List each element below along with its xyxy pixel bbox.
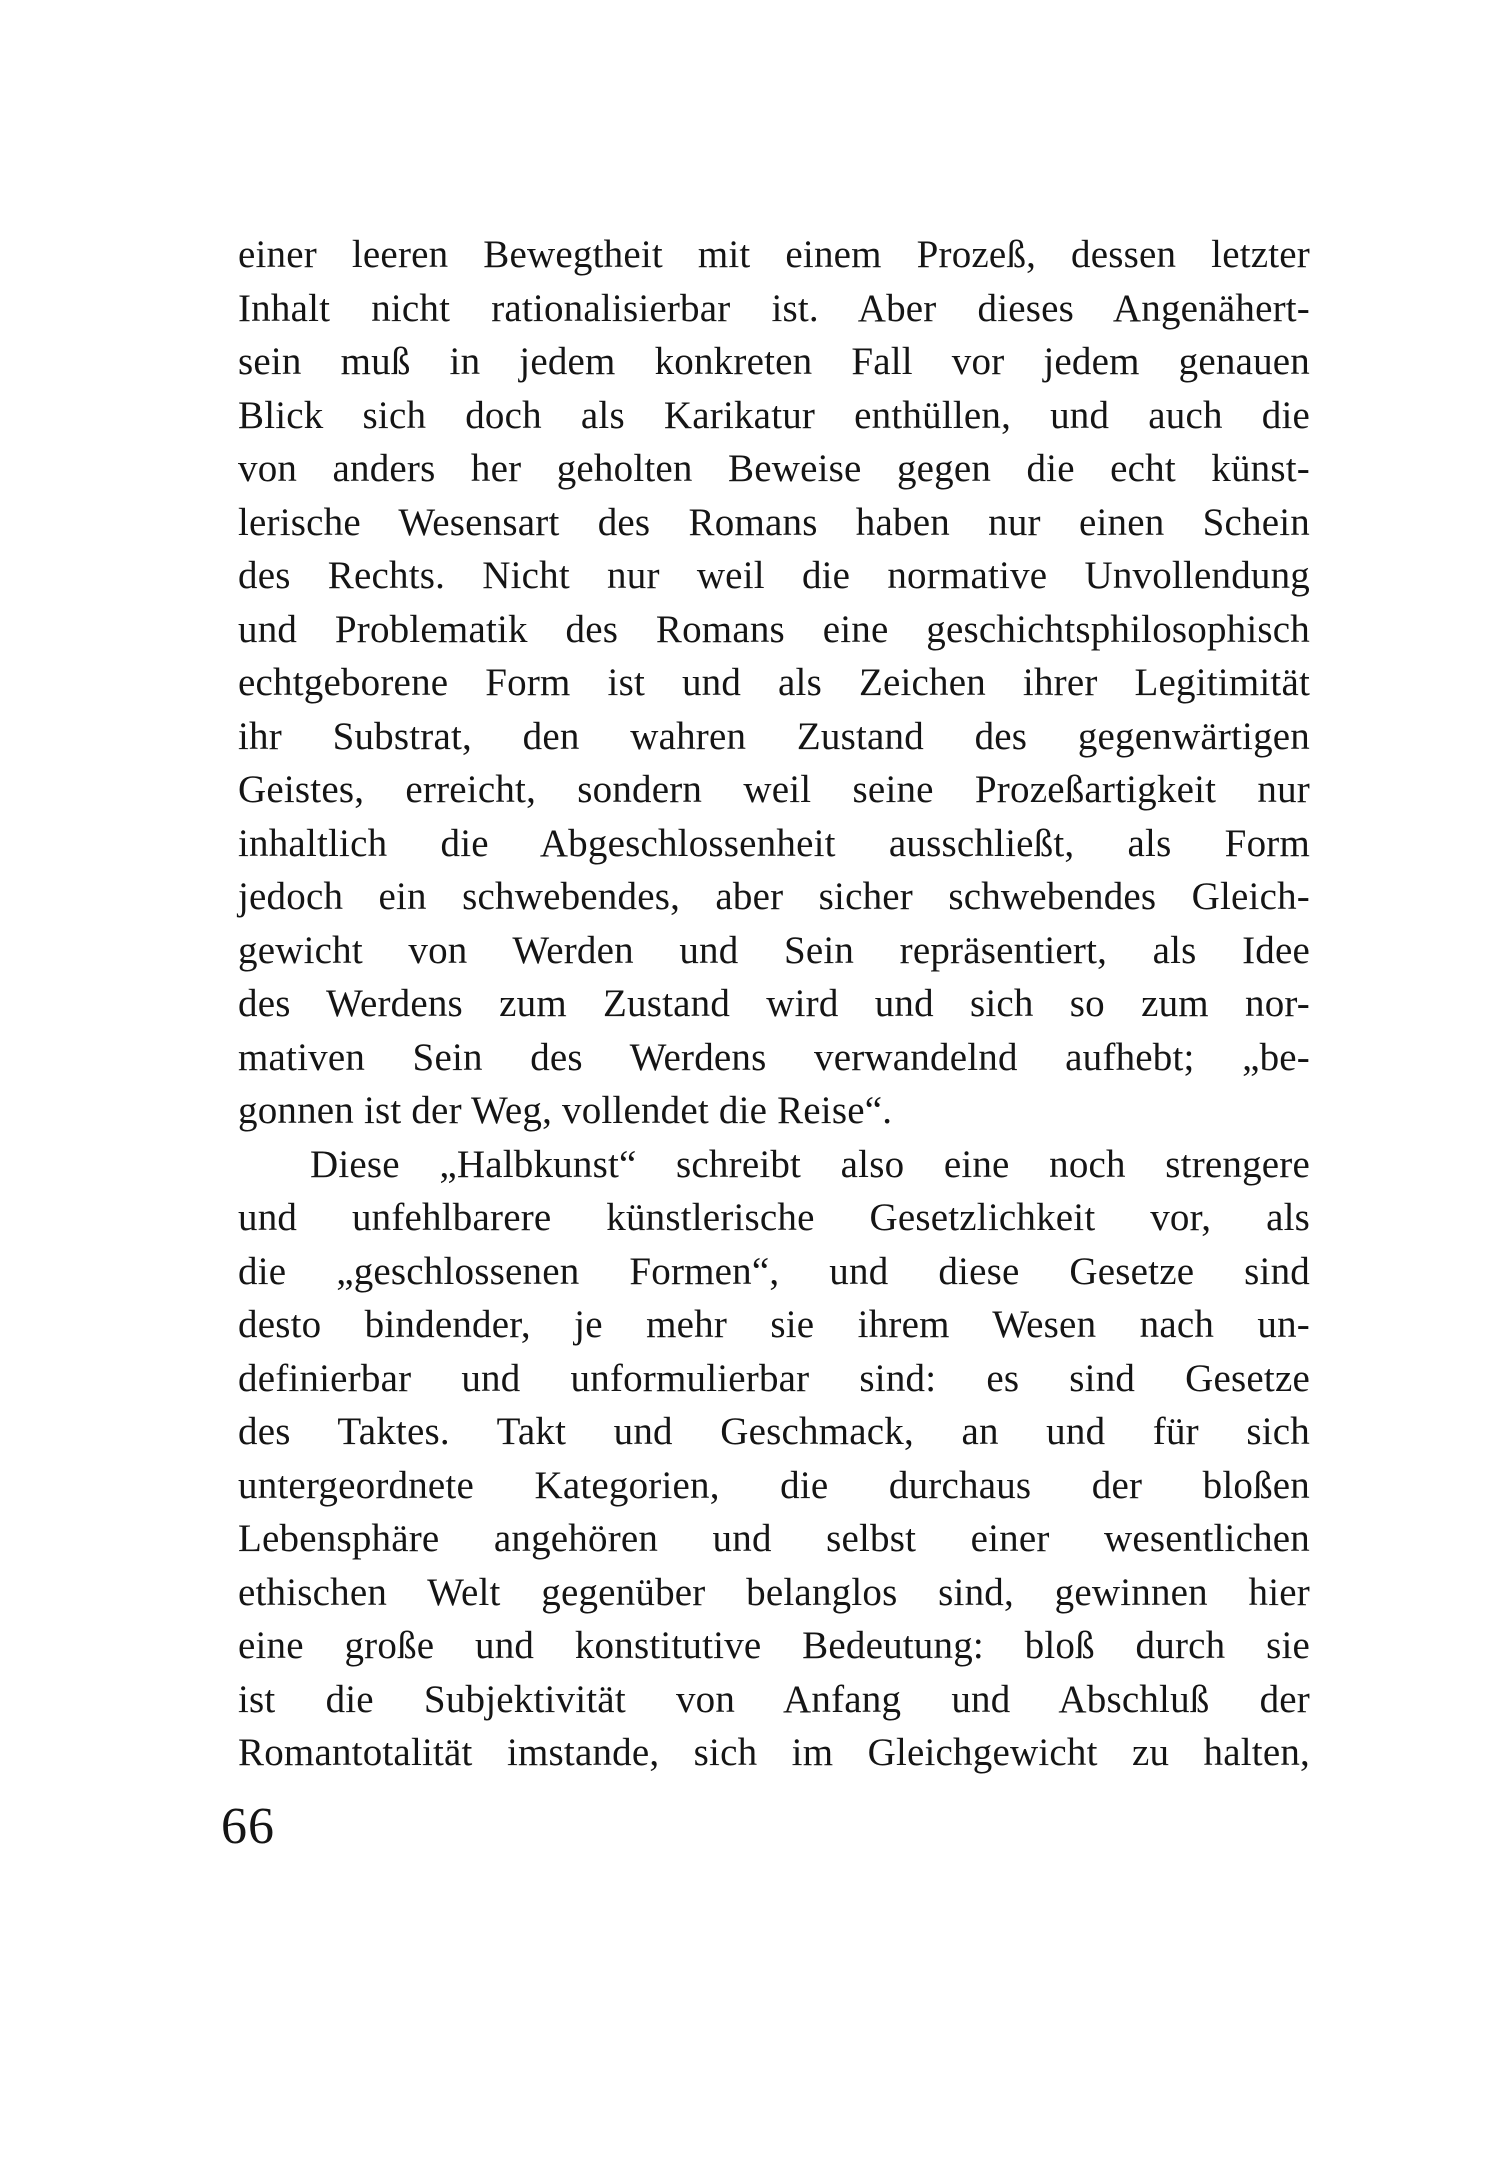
text-line: gewicht von Werden und Sein repräsentiert, als Idee xyxy=(238,928,1310,972)
paragraph-1 xyxy=(238,228,1310,1138)
text-line: jedoch ein schwebendes, aber sicher schwebendes Gleich- xyxy=(238,875,1310,918)
text-line: von anders her geholten Beweise gegen die echt künst- xyxy=(238,447,1310,490)
text-line: ist die Subjektivität von Anfang und Abschluß der xyxy=(238,1677,1310,1721)
text-line: ethischen Welt gegenüber belanglos sind, gewinnen hier xyxy=(238,1570,1310,1614)
text-line: gonnen ist der Weg, vollendet die Reise“. xyxy=(238,1089,893,1132)
text-line: inhaltlich die Abgeschlossenheit ausschließt, als Form xyxy=(238,821,1310,865)
text-line: ihr Substrat, den wahren Zustand des gegenwärtigen xyxy=(238,714,1310,758)
text-line: sein muß in jedem konkreten Fall vor jedem genauen xyxy=(238,340,1310,383)
text-line: Lebensphäre angehören und selbst einer wesentlichen xyxy=(238,1517,1310,1560)
text-line: eine große und konstitutive Bedeutung: bloß durch sie xyxy=(238,1624,1310,1667)
text-line: mativen Sein des Werdens verwandelnd aufhebt; „be- xyxy=(238,1035,1310,1079)
text-line: des Taktes. Takt und Geschmack, an und für sich xyxy=(238,1410,1310,1453)
text-line: des Rechts. Nicht nur weil die normative Unvollendung xyxy=(238,554,1310,597)
text-line: die „geschlossenen Formen“, und diese Gesetze sind xyxy=(238,1249,1310,1293)
text-line: lerische Wesensart des Romans haben nur einen Schein xyxy=(238,500,1310,544)
text-line: und unfehlbarere künstlerische Gesetzlichkeit vor, als xyxy=(238,1196,1310,1239)
text-line: und Problematik des Romans eine geschichtsphilosophisch xyxy=(238,607,1310,651)
text-line: echtgeborene Form ist und als Zeichen ihrer Legitimität xyxy=(238,661,1310,704)
paragraph-2 xyxy=(238,1138,1310,1780)
text-block xyxy=(238,228,1310,1780)
text-line: des Werdens zum Zustand wird und sich so zum nor- xyxy=(238,982,1310,1025)
text-line: einer leeren Bewegtheit mit einem Prozeß, dessen letzter xyxy=(238,233,1310,276)
text-line: Diese „Halbkunst“ schreibt also eine noch strengere xyxy=(310,1142,1310,1186)
text-line: Romantotalität imstande, sich im Gleichgewicht zu halten, xyxy=(238,1731,1310,1774)
text-line: desto bindender, je mehr sie ihrem Wesen nach un- xyxy=(238,1303,1310,1346)
text-line: untergeordnete Kategorien, die durchaus der bloßen xyxy=(238,1463,1310,1507)
text-line: Blick sich doch als Karikatur enthüllen, und auch die xyxy=(238,393,1310,437)
page-number: 66 xyxy=(221,1798,275,1855)
text-line: definierbar und unformulierbar sind: es sind Gesetze xyxy=(238,1356,1310,1400)
text-line: Inhalt nicht rationalisierbar ist. Aber dieses Angenähert- xyxy=(238,286,1310,330)
text-line: Geistes, erreicht, sondern weil seine Prozeßartigkeit nur xyxy=(238,768,1310,811)
